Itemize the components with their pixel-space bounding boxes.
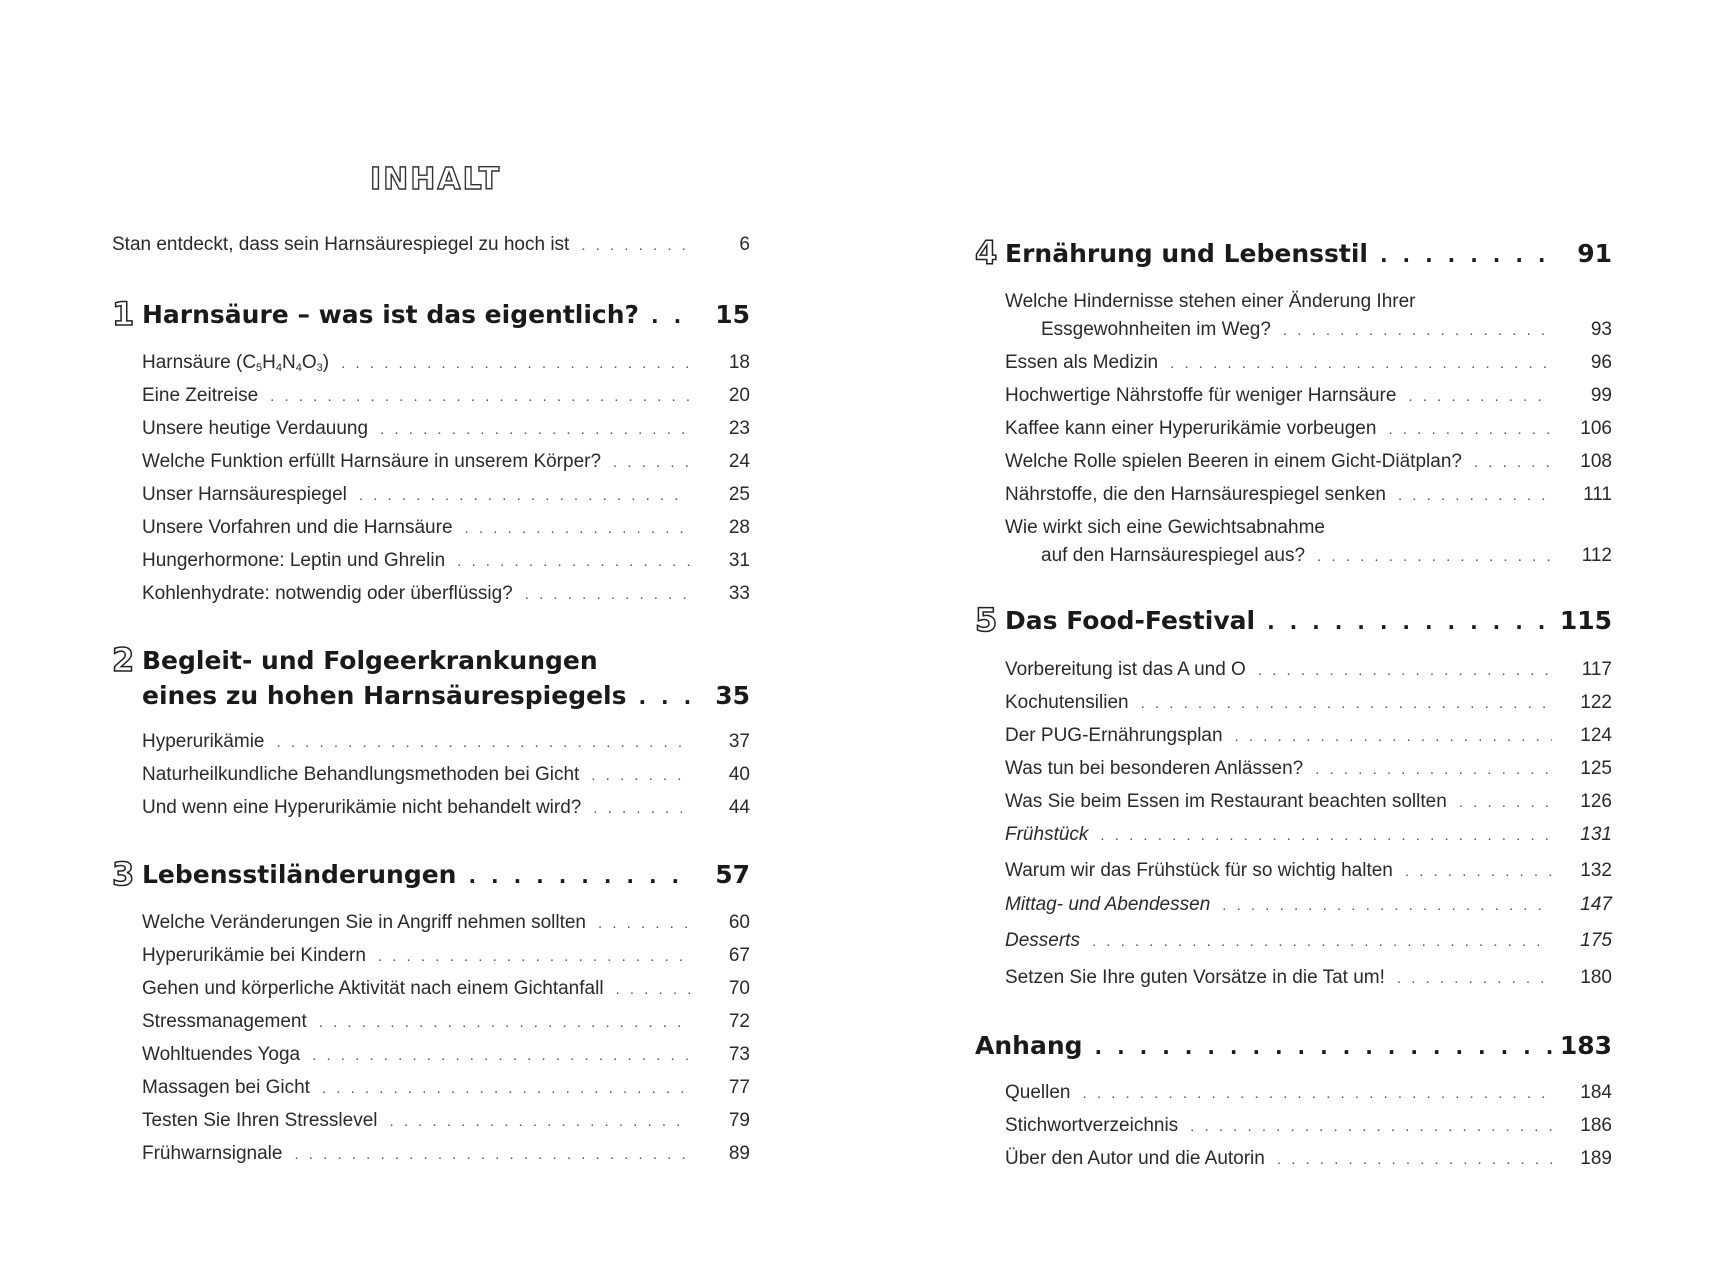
toc-entry-text: Stichwortverzeichnis [1005, 1115, 1179, 1136]
toc-page-number: 175 [1580, 930, 1612, 951]
toc-page-number: 117 [1581, 659, 1612, 680]
toc-entry[interactable] [1005, 1081, 1612, 1106]
leader-dots [1092, 930, 1552, 954]
toc-entry[interactable] [142, 796, 750, 821]
toc-entry-text: Hyperurikämie bei Kindern [142, 945, 366, 966]
toc-page-number: 25 [728, 484, 750, 505]
toc-entry[interactable] [142, 944, 750, 969]
toc-page-number: 91 [1577, 239, 1612, 268]
toc-entry-text: Was Sie beim Essen im Restaurant beachten sollten [1005, 791, 1447, 812]
leader-dots [1222, 894, 1552, 918]
toc-entry-text: Wohltuendes Yoga [142, 1044, 301, 1065]
leader-dots [639, 680, 691, 714]
toc-entry-text: Unsere heutige Verdauung [142, 418, 369, 439]
toc-page-number: 33 [728, 583, 750, 604]
toc-page-number: 93 [1590, 319, 1612, 340]
toc-entry-text: Nährstoffe, die den Harnsäurespiegel senken [1005, 484, 1386, 505]
toc-page-number: 72 [728, 1011, 750, 1032]
leader-dots [616, 978, 690, 1002]
chapter-title: Das Food-Festival [1005, 606, 1256, 635]
toc-entry-text: Naturheilkundliche Behandlungsmethoden bei Gicht [142, 764, 580, 785]
leader-dots [312, 1044, 690, 1068]
toc-entry[interactable] [1005, 1114, 1612, 1139]
toc-page-number: 96 [1590, 352, 1612, 373]
toc-entry[interactable] [1005, 966, 1612, 991]
leader-dots [1388, 418, 1552, 442]
leader-dots [591, 764, 690, 788]
toc-entry-text: Vorbereitung ist das A und O [1005, 659, 1246, 680]
toc-page-number: 73 [728, 1044, 750, 1065]
toc-entry-text: Gehen und körperliche Aktivität nach einem Gichtanfall [142, 978, 604, 999]
toc-entry[interactable] [1005, 483, 1612, 508]
toc-entry[interactable] [1005, 893, 1612, 918]
toc-entry-text: Kochutensilien [1005, 692, 1129, 713]
toc-entry[interactable] [142, 384, 750, 409]
toc-entry[interactable] [142, 763, 750, 788]
leader-dots [1283, 319, 1552, 343]
toc-page-number: 183 [1559, 1031, 1612, 1060]
toc-page-number: 18 [728, 352, 750, 373]
leader-dots [1170, 352, 1552, 376]
chapter-title: eines zu hohen Harnsäurespiegels [142, 681, 627, 710]
toc-entry[interactable] [1005, 1147, 1612, 1172]
toc-entry[interactable] [142, 730, 750, 755]
toc-chapter-2[interactable] [142, 679, 750, 714]
leader-dots [1235, 725, 1552, 749]
leader-dots [1317, 545, 1552, 569]
toc-entry[interactable] [1005, 757, 1612, 782]
toc-entry-text: Frühstück [1005, 824, 1089, 845]
toc-entry-text: Desserts [1005, 930, 1080, 951]
toc-page-number: 184 [1580, 1082, 1612, 1103]
toc-entry[interactable] [1005, 417, 1612, 442]
toc-page-number: 60 [728, 912, 750, 933]
chapter-number: 5 [975, 601, 998, 639]
toc-entry-text: Und wenn eine Hyperurikämie nicht behandelt wird? [142, 797, 582, 818]
leader-dots [1095, 1030, 1552, 1064]
toc-entry[interactable] [1005, 351, 1612, 376]
leader-dots [276, 731, 690, 755]
toc-entry[interactable] [1005, 859, 1612, 884]
chapter-title: Harnsäure – was ist das eigentlich? [142, 300, 640, 329]
toc-page-number: 106 [1580, 418, 1612, 439]
toc-entry[interactable] [142, 911, 750, 936]
leader-dots [581, 234, 690, 258]
toc-entry[interactable] [142, 1043, 750, 1068]
toc-entry-text: Was tun bei besonderen Anlässen? [1005, 758, 1304, 779]
toc-entry[interactable] [142, 483, 750, 508]
leader-dots [322, 1077, 690, 1101]
toc-page-number: 122 [1580, 692, 1612, 713]
toc-entry-text: Setzen Sie Ihre guten Vorsätze in die Tat um! [1005, 967, 1385, 988]
toc-page-number: 111 [1583, 484, 1612, 505]
toc-entry-text: Der PUG-Ernährungsplan [1005, 725, 1223, 746]
leader-dots [390, 1110, 690, 1134]
toc-page-number: 180 [1580, 967, 1612, 988]
toc-entry-text: Warum wir das Frühstück für so wichtig halten [1005, 860, 1393, 881]
leader-dots [378, 945, 690, 969]
toc-chapter-3[interactable] [142, 858, 750, 893]
toc-entry[interactable] [1005, 658, 1612, 683]
toc-page-number: 89 [728, 1143, 750, 1164]
toc-entry[interactable] [142, 582, 750, 607]
chapter-title: Lebensstiländerungen [142, 860, 457, 889]
toc-page-number: 108 [1580, 451, 1612, 472]
toc-entry-text: Mittag- und Abendessen [1005, 894, 1211, 915]
leader-dots [1398, 484, 1552, 508]
toc-entry-text: Eine Zeitreise [142, 385, 259, 406]
leader-dots [1190, 1115, 1552, 1139]
leader-dots [457, 550, 690, 574]
toc-page-number: 20 [728, 385, 750, 406]
toc-page-number: 28 [728, 517, 750, 538]
leader-dots [613, 451, 690, 475]
leader-dots [525, 583, 690, 607]
toc-entry[interactable] [1005, 691, 1612, 716]
toc-entry-line1[interactable]: Wie wirkt sich eine Gewichtsabnahme [1005, 517, 1325, 538]
toc-entry-line1[interactable]: Welche Hindernisse stehen einer Änderung Ihrer [1005, 291, 1416, 312]
toc-entry[interactable] [142, 977, 750, 1002]
toc-page-number: 37 [728, 731, 750, 752]
leader-dots [1315, 758, 1552, 782]
toc-chapter-4[interactable] [1005, 237, 1612, 272]
toc-entry[interactable] [1041, 544, 1612, 569]
toc-page-number: 24 [728, 451, 750, 472]
toc-page-number: 186 [1580, 1115, 1612, 1136]
toc-entry[interactable] [142, 1142, 750, 1167]
toc-appendix[interactable] [975, 1029, 1612, 1064]
chapter-number: 1 [112, 295, 135, 333]
leader-dots [1408, 385, 1552, 409]
toc-entry[interactable] [142, 417, 750, 442]
leader-dots [593, 797, 690, 821]
chapter-title: Ernährung und Lebensstil [1005, 239, 1368, 268]
leader-dots [294, 1143, 690, 1167]
toc-page-number: 132 [1580, 860, 1612, 881]
leader-dots [359, 484, 690, 508]
toc-entry[interactable] [142, 549, 750, 574]
toc-page-number: 115 [1559, 606, 1612, 635]
leader-dots [1459, 791, 1552, 815]
toc-entry-text: Harnsäure $(C_5H_4N_4O_3)$ [142, 352, 330, 374]
toc-entry-text: Welche Veränderungen Sie in Angriff nehmen sollten [142, 912, 586, 933]
toc-entry-text: Kaffee kann einer Hyperurikämie vorbeugen [1005, 418, 1377, 439]
chapter-number: 2 [112, 641, 135, 679]
toc-entry-text: Essen als Medizin [1005, 352, 1159, 373]
toc-page-number: 124 [1580, 725, 1612, 746]
leader-dots [468, 859, 690, 893]
leader-dots [1474, 451, 1552, 475]
toc-entry[interactable] [142, 351, 750, 380]
toc-page-number: 99 [1590, 385, 1612, 406]
toc-entry[interactable] [1005, 823, 1612, 848]
leader-dots [465, 517, 690, 541]
toc-entry-text: Frühwarnsignale [142, 1143, 283, 1164]
chapter-number: 3 [112, 855, 135, 893]
toc-page-number: 23 [728, 418, 750, 439]
toc-entry[interactable] [1005, 790, 1612, 815]
toc-page-number: 40 [728, 764, 750, 785]
toc-page-number: 77 [728, 1077, 750, 1098]
toc-page-number: 15 [715, 300, 750, 329]
toc-page-number: 44 [728, 797, 750, 818]
toc-entry[interactable] [142, 516, 750, 541]
leader-dots [1405, 860, 1552, 884]
toc-entry-text: Kohlenhydrate: notwendig oder überflüssig? [142, 583, 513, 604]
chapter-title-line1[interactable]: Begleit- und Folgeerkrankungen [142, 646, 598, 675]
leader-dots [1258, 659, 1552, 683]
toc-page-number: 70 [728, 978, 750, 999]
leader-dots [341, 352, 690, 376]
toc-entry-text: Stan entdeckt, dass sein Harnsäurespiegel zu hoch ist [112, 234, 570, 255]
toc-page-number: 126 [1580, 791, 1612, 812]
toc-entry-text: Welche Funktion erfüllt Harnsäure in unserem Körper? [142, 451, 602, 472]
toc-entry[interactable] [1005, 384, 1612, 409]
leader-dots [1141, 692, 1552, 716]
toc-page-number: 57 [715, 860, 750, 889]
chapter-number: 4 [975, 234, 998, 272]
toc-page-number: 131 [1580, 824, 1612, 845]
toc-entry[interactable] [142, 450, 750, 475]
toc-page-number: 79 [728, 1110, 750, 1131]
leader-dots [380, 418, 690, 442]
toc-entry-text: Über den Autor und die Autorin [1005, 1148, 1265, 1169]
toc-entry-text: Unser Harnsäurespiegel [142, 484, 347, 505]
toc-entry-text: Hochwertige Nährstoffe für weniger Harnsäure [1005, 385, 1397, 406]
leader-dots [598, 912, 690, 936]
toc-chapter-5[interactable] [1005, 604, 1612, 639]
toc-page-number: 112 [1581, 545, 1612, 566]
toc-entry[interactable] [1005, 929, 1612, 954]
toc-entry-text: Quellen [1005, 1082, 1071, 1103]
page-title: INHALT [370, 162, 502, 197]
toc-entry-text: Hungerhormone: Leptin und Ghrelin [142, 550, 446, 571]
leader-dots [1277, 1148, 1552, 1172]
leader-dots [1267, 605, 1552, 639]
toc-page-number: 125 [1580, 758, 1612, 779]
toc-entry-text: Testen Sie Ihren Stresslevel [142, 1110, 378, 1131]
leader-dots [319, 1011, 690, 1035]
toc-entry[interactable] [1041, 318, 1612, 343]
toc-page-number: 31 [728, 550, 750, 571]
leader-dots [1083, 1082, 1553, 1106]
toc-chapter-1[interactable] [142, 298, 750, 333]
leader-dots [1397, 967, 1552, 991]
toc-entry-text: Unsere Vorfahren und die Harnsäure [142, 517, 453, 538]
toc-entry-text: Essgewohnheiten im Weg? [1041, 319, 1271, 340]
leader-dots [270, 385, 690, 409]
toc-page-number: 189 [1580, 1148, 1612, 1169]
toc-entry[interactable] [142, 1076, 750, 1101]
toc-entry[interactable] [1005, 724, 1612, 749]
toc-entry-text: Stressmanagement [142, 1011, 307, 1032]
toc-entry[interactable] [142, 1010, 750, 1035]
leader-dots [651, 299, 690, 333]
toc-entry-intro[interactable] [112, 233, 750, 258]
toc-page-number: 6 [739, 234, 750, 255]
toc-entry[interactable] [142, 1109, 750, 1134]
toc-entry[interactable] [1005, 450, 1612, 475]
toc-entry-text: Hyperurikämie [142, 731, 265, 752]
toc-entry-text: Welche Rolle spielen Beeren in einem Gicht-Diätplan? [1005, 451, 1462, 472]
toc-page-number: 67 [728, 945, 750, 966]
toc-page-number: 35 [715, 681, 750, 710]
leader-dots [1380, 238, 1552, 272]
toc-page-number: 147 [1580, 894, 1612, 915]
toc-entry-text: Massagen bei Gicht [142, 1077, 310, 1098]
leader-dots [1100, 824, 1552, 848]
toc-entry-text: auf den Harnsäurespiegel aus? [1041, 545, 1306, 566]
chapter-title: Anhang [975, 1031, 1083, 1060]
